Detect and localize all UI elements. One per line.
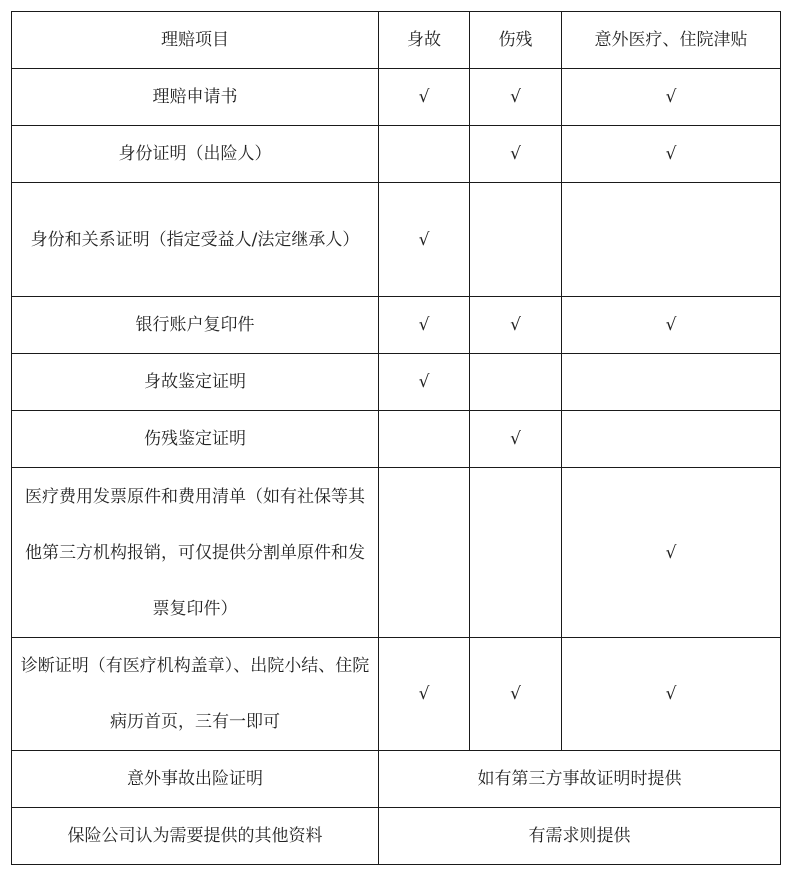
- header-medical-allowance: 意外医疗、住院津贴: [562, 12, 781, 69]
- cell-death: √: [379, 297, 470, 354]
- row-item: 伤残鉴定证明: [12, 411, 379, 468]
- cell-disability: √: [470, 126, 562, 183]
- row-item: 诊断证明（有医疗机构盖章）、出院小结、住院病历首页，三有一即可: [12, 638, 379, 751]
- cell-disability: [470, 354, 562, 411]
- table-row: [12, 751, 781, 808]
- cell-death: √: [379, 69, 470, 126]
- table-row: [12, 183, 781, 297]
- cell-medical: [562, 183, 781, 297]
- cell-disability: √: [470, 69, 562, 126]
- row-item: 银行账户复印件: [12, 297, 379, 354]
- row-item: 身故鉴定证明: [12, 354, 379, 411]
- table-row: [12, 638, 781, 751]
- cell-disability: [470, 183, 562, 297]
- header-disability: 伤残: [470, 12, 562, 69]
- row-item: 身份和关系证明（指定受益人/法定继承人）: [12, 183, 379, 297]
- row-item: 意外事故出险证明: [12, 751, 379, 808]
- cell-medical: [562, 354, 781, 411]
- cell-death: √: [379, 638, 470, 751]
- cell-death: [379, 126, 470, 183]
- table-row: [12, 297, 781, 354]
- merged-note: 有需求则提供: [379, 808, 781, 865]
- cell-death: √: [379, 183, 470, 297]
- row-item: 理赔申请书: [12, 69, 379, 126]
- cell-medical: √: [562, 468, 781, 638]
- cell-medical: [562, 411, 781, 468]
- cell-disability: √: [470, 297, 562, 354]
- cell-death: √: [379, 354, 470, 411]
- cell-medical: √: [562, 126, 781, 183]
- cell-death: [379, 468, 470, 638]
- cell-death: [379, 411, 470, 468]
- cell-medical: √: [562, 69, 781, 126]
- table-row: [12, 468, 781, 638]
- cell-disability: √: [470, 638, 562, 751]
- table-row: [12, 411, 781, 468]
- cell-disability: √: [470, 411, 562, 468]
- merged-note: 如有第三方事故证明时提供: [379, 751, 781, 808]
- table-row: [12, 808, 781, 865]
- table-header-row: [12, 12, 781, 69]
- table-row: [12, 354, 781, 411]
- row-item: 身份证明（出险人）: [12, 126, 379, 183]
- table-row: [12, 69, 781, 126]
- cell-disability: [470, 468, 562, 638]
- row-item: 医疗费用发票原件和费用清单（如有社保等其他第三方机构报销，可仅提供分割单原件和发票复印件）: [12, 468, 379, 638]
- table-row: [12, 126, 781, 183]
- header-claim-item: 理赔项目: [12, 12, 379, 69]
- cell-medical: √: [562, 638, 781, 751]
- claims-documents-table: [11, 11, 781, 865]
- row-item: 保险公司认为需要提供的其他资料: [12, 808, 379, 865]
- header-death: 身故: [379, 12, 470, 69]
- cell-medical: √: [562, 297, 781, 354]
